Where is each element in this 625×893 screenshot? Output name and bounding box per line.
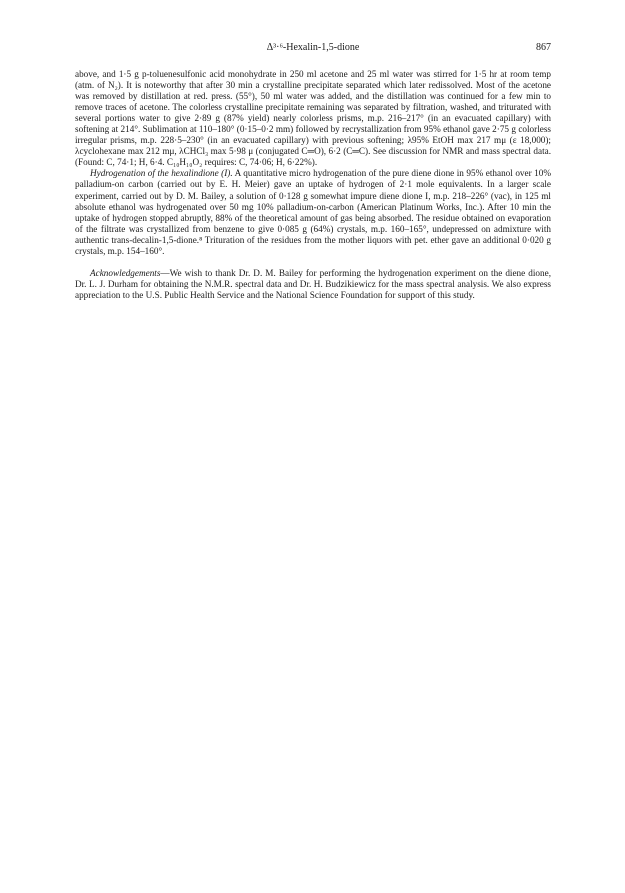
hydrogenation-text: A quantitative micro hydrogenation of the pure diene dione in 95% ethanol over 10% palladium-on carbon (carried out by E. H. Meier) gave an uptake of hydrogen of 2·1 mole equivalents. In a larger scale experiment, carried out by D. M. Bailey, a solution of 0·128 g somewhat impure diene dione I, m.p. 218–226° (vac), in 125 ml absolute ethanol was hydrogenated over 50 mg 10% palladium-on-carbon (American Platinum Works, Inc.). After 10 min the uptake of hydrogen stopped abruptly, 88% of the theoretical amount of gas being absorbed. The residue obtained on evaporation of the filtrate was crystallized from benzene to give 0·085 g (64%) crystals, m.p. 160–165°, undepressed on admixture with authentic trans-decalin-1,5-dione.⁸ Trituration of the residues from the mother liquors with pet. ether gave an additional 0·020 g crystals, m.p. 154–160°.: [75, 168, 551, 256]
experimental-paragraph: above, and 1·5 g p-toluenesulfonic acid monohydrate in 250 ml acetone and 25 ml water was stirred for 1·5 hr at room temp (atm. of N₂). It is noteworthy that after 30 min a crystalline precipitate separated which later redissolved. Most of the acetone was removed by distillation at red. press. (55°), 50 ml water was added, and the distillation was continued for a few min to remove traces of acetone. The colorless crystalline precipitate remaining was separated by filtration, washed, and triturated with several portions water to give 2·89 g (87% yield) nearly colorless prisms, m.p. 216–217° (in an evacuated capillary) with softening at 214°. Sublimation at 110–180° (0·15–0·2 mm) followed by recrystallization from 95% ethanol gave 2·75 g colorless irregular prisms, m.p. 228·5–230° (in an evacuated capillary) with previous softening; λ95% EtOH max 217 mμ (ε 18,000); λcyclohexane max 212 mμ, λCHCl₃ max 5·98 μ (conjugated C═O), 6·2 (C═C). See discussion for NMR and mass spectral data. (Found: C, 74·1; H, 6·4. C₁₀H₁₀O₂ requires: C, 74·06; H, 6·22%).: [75, 69, 551, 168]
running-header: [75, 40, 551, 56]
running-title: Δ³·⁶-Hexalin-1,5-dione: [266, 42, 360, 53]
article-body: [75, 69, 551, 301]
hydrogenation-heading: Hydrogenation of the hexalindione (I).: [90, 168, 233, 179]
acknowledgements-heading: Acknowledgements: [90, 267, 161, 278]
page-number: 867: [536, 42, 551, 53]
acknowledgements-paragraph: [75, 268, 551, 301]
acknowledgements-text: —We wish to thank Dr. D. M. Bailey for performing the hydrogenation experiment on the diene dione, Dr. L. J. Durham for obtaining the N.M.R. spectral data and Dr. H. Budzikiewicz for the mass spectral analysis. We also express appreciation to the U.S. Public Health Service and the National Science Foundation for support of this study.: [75, 267, 551, 300]
hydrogenation-paragraph: [75, 168, 551, 256]
